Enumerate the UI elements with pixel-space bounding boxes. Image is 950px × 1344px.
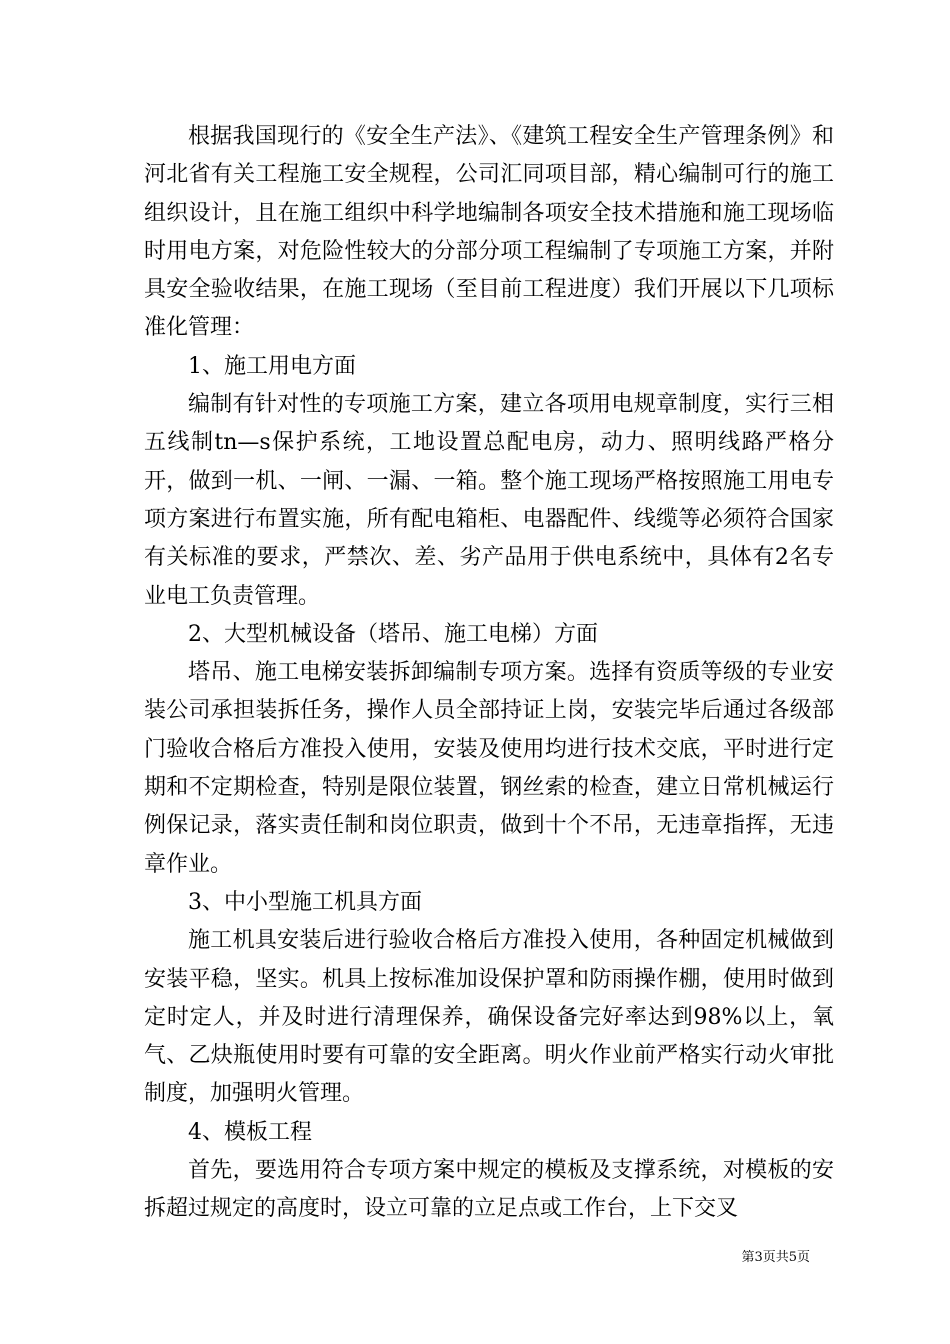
paragraph-electricity: 编制有针对性的专项施工方案，建立各项用电规章制度，实行三相五线制tn—s保护系统，工地设置总配电房，动力、照明线路严格分开，做到一机、一闸、一漏、一箱。整个施工现场严格按照施工用电专项方案进行布置实施，所有配电箱柜、电器配件、线缆等必须符合国家有关标准的要求，严禁次、差、劣产品用于供电系统中，具体有2名专业电工负责管理。	[144, 392, 834, 609]
section-heading-formwork: 4、模板工程	[188, 1119, 312, 1145]
document-body	[144, 118, 834, 1229]
paragraph-large-machinery: 塔吊、施工电梯安装拆卸编制专项方案。选择有资质等级的专业安装公司承担装拆任务，操作人员全部持证上岗，安装完毕后通过各级部门验收合格后方准投入使用，安装及使用均进行技术交底，平时进行定期和不定期检查，特别是限位装置，钢丝索的检查，建立日常机械运行例保记录，落实责任制和岗位职责，做到十个不吊，无违章指挥，无违章作业。	[144, 660, 834, 877]
paragraph-small-machinery: 施工机具安装后进行验收合格后方准投入使用，各种固定机械做到安装平稳，坚实。机具上按标准加设保护罩和防雨操作棚，使用时做到定时定人，并及时进行清理保养，确保设备完好率达到98%以上，氧气、乙炔瓶使用时要有可靠的安全距离。明火作业前严格实行动火审批制度，加强明火管理。	[144, 928, 834, 1107]
section-heading-large-machinery: 2、大型机械设备（塔吊、施工电梯）方面	[188, 621, 598, 647]
section-heading-electricity: 1、施工用电方面	[188, 353, 356, 379]
paragraph-formwork: 首先，要选用符合专项方案中规定的模板及支撑系统，对模板的安拆超过规定的高度时，设立可靠的立足点或工作台，上下交叉	[144, 1158, 834, 1222]
paragraph-intro: 根据我国现行的《安全生产法》、《建筑工程安全生产管理条例》和河北省有关工程施工安全规程，公司汇同项目部，精心编制可行的施工组织设计，且在施工组织中科学地编制各项安全技术措施和施工现场临时用电方案，对危险性较大的分部分项工程编制了专项施工方案，并附具安全验收结果，在施工现场（至目前工程进度）我们开展以下几项标准化管理：	[144, 124, 834, 341]
page-number-footer: 第3页共5页	[741, 1250, 810, 1265]
section-heading-small-machinery: 3、中小型施工机具方面	[188, 889, 422, 915]
